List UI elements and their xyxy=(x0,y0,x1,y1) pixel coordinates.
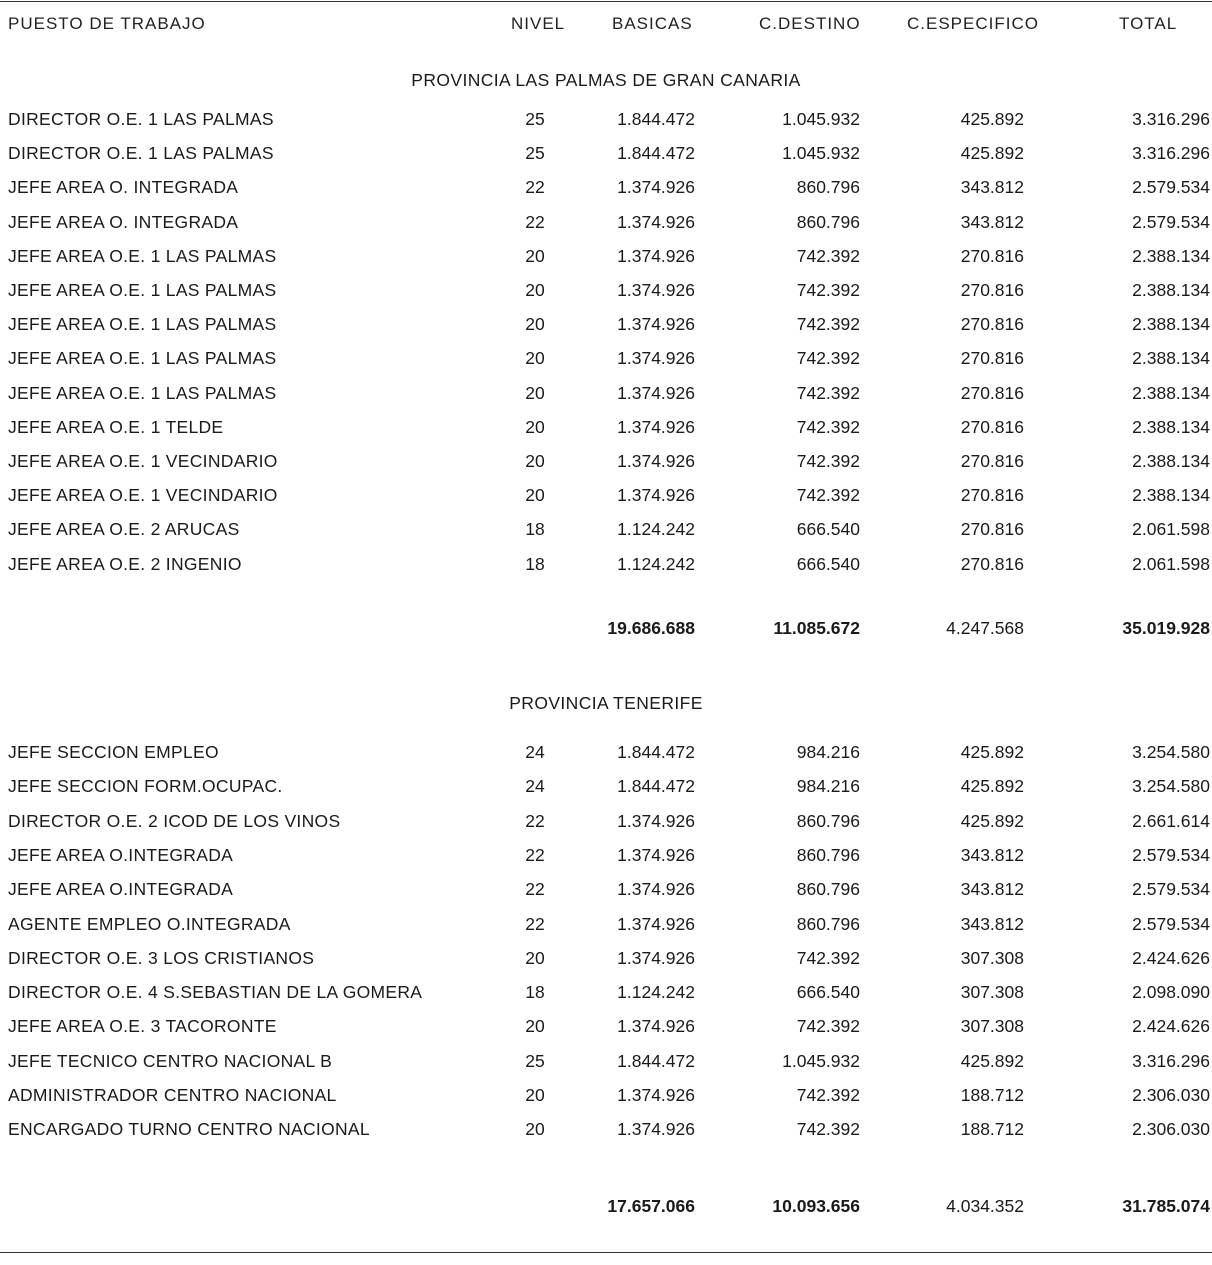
cell-especifico: 343.812 xyxy=(960,914,1024,934)
cell-puesto: ADMINISTRADOR CENTRO NACIONAL xyxy=(8,1085,337,1105)
cell-total: 2.388.134 xyxy=(1132,383,1210,403)
cell-total: 2.579.534 xyxy=(1132,177,1210,197)
cell-total: 2.388.134 xyxy=(1132,314,1210,334)
cell-puesto: JEFE AREA O.E. 1 TELDE xyxy=(8,417,224,437)
cell-destino: 984.216 xyxy=(796,776,860,796)
section-title-las-palmas: PROVINCIA LAS PALMAS DE GRAN CANARIA xyxy=(411,70,801,90)
cell-nivel: 24 xyxy=(525,776,545,796)
cell-especifico: 188.712 xyxy=(960,1085,1024,1105)
cell-puesto: JEFE AREA O.E. 2 ARUCAS xyxy=(8,519,240,539)
table-row xyxy=(0,742,1212,772)
total-basicas: 19.686.688 xyxy=(607,618,695,638)
cell-especifico: 307.308 xyxy=(960,948,1024,968)
table-row xyxy=(0,554,1212,584)
cell-especifico: 270.816 xyxy=(960,348,1024,368)
cell-especifico: 307.308 xyxy=(960,982,1024,1002)
cell-destino: 984.216 xyxy=(796,742,860,762)
cell-nivel: 20 xyxy=(525,383,545,403)
cell-basicas: 1.844.472 xyxy=(617,109,695,129)
cell-basicas: 1.844.472 xyxy=(617,742,695,762)
cell-total: 2.388.134 xyxy=(1132,246,1210,266)
cell-total: 2.098.090 xyxy=(1132,982,1210,1002)
cell-puesto: JEFE AREA O.E. 1 VECINDARIO xyxy=(8,451,278,471)
header-nivel: NIVEL xyxy=(511,14,566,33)
total-destino: 10.093.656 xyxy=(772,1196,860,1216)
cell-especifico: 307.308 xyxy=(960,1016,1024,1036)
cell-destino: 742.392 xyxy=(796,383,860,403)
header-puesto: PUESTO DE TRABAJO xyxy=(8,14,206,33)
cell-nivel: 20 xyxy=(525,451,545,471)
cell-destino: 666.540 xyxy=(796,519,860,539)
cell-basicas: 1.374.926 xyxy=(617,177,695,197)
cell-total: 3.254.580 xyxy=(1132,742,1210,762)
cell-nivel: 25 xyxy=(525,143,545,163)
header-especifico: C.ESPECIFICO xyxy=(907,14,1039,33)
cell-destino: 742.392 xyxy=(796,1016,860,1036)
cell-total: 2.061.598 xyxy=(1132,554,1210,574)
table-row xyxy=(0,1085,1212,1115)
cell-puesto: JEFE TECNICO CENTRO NACIONAL B xyxy=(8,1051,333,1071)
cell-destino: 860.796 xyxy=(796,879,860,899)
cell-total: 2.424.626 xyxy=(1132,1016,1210,1036)
cell-puesto: JEFE AREA O.E. 1 LAS PALMAS xyxy=(8,314,277,334)
cell-destino: 742.392 xyxy=(796,1119,860,1139)
cell-especifico: 270.816 xyxy=(960,554,1024,574)
cell-especifico: 270.816 xyxy=(960,485,1024,505)
cell-nivel: 20 xyxy=(525,417,545,437)
cell-total: 2.306.030 xyxy=(1132,1119,1210,1139)
cell-nivel: 20 xyxy=(525,948,545,968)
total-total: 35.019.928 xyxy=(1122,618,1210,638)
cell-total: 3.254.580 xyxy=(1132,776,1210,796)
cell-total: 2.579.534 xyxy=(1132,879,1210,899)
header-basicas: BASICAS xyxy=(612,14,693,33)
cell-nivel: 20 xyxy=(525,246,545,266)
cell-puesto: DIRECTOR O.E. 1 LAS PALMAS xyxy=(8,143,274,163)
cell-puesto: JEFE AREA O.INTEGRADA xyxy=(8,845,234,865)
cell-especifico: 343.812 xyxy=(960,212,1024,232)
cell-especifico: 270.816 xyxy=(960,451,1024,471)
cell-total: 3.316.296 xyxy=(1132,1051,1210,1071)
table-row xyxy=(0,1016,1212,1046)
cell-puesto: JEFE AREA O.E. 1 LAS PALMAS xyxy=(8,348,277,368)
cell-basicas: 1.374.926 xyxy=(617,383,695,403)
table-row xyxy=(0,383,1212,413)
cell-nivel: 22 xyxy=(525,212,545,232)
cell-destino: 666.540 xyxy=(796,982,860,1002)
table-row xyxy=(0,1051,1212,1081)
cell-total: 2.661.614 xyxy=(1132,811,1210,831)
cell-total: 3.316.296 xyxy=(1132,143,1210,163)
total-especifico: 4.247.568 xyxy=(946,618,1024,638)
cell-destino: 742.392 xyxy=(796,451,860,471)
cell-especifico: 270.816 xyxy=(960,383,1024,403)
cell-total: 2.061.598 xyxy=(1132,519,1210,539)
cell-especifico: 425.892 xyxy=(960,143,1024,163)
total-destino: 11.085.672 xyxy=(773,618,860,638)
cell-destino: 1.045.932 xyxy=(782,109,860,129)
cell-total: 2.388.134 xyxy=(1132,280,1210,300)
cell-puesto: DIRECTOR O.E. 4 S.SEBASTIAN DE LA GOMERA xyxy=(8,982,423,1002)
table-row xyxy=(0,914,1212,944)
cell-destino: 742.392 xyxy=(796,417,860,437)
bottom-rule xyxy=(0,1252,1212,1253)
cell-especifico: 270.816 xyxy=(960,417,1024,437)
cell-nivel: 18 xyxy=(525,982,545,1002)
cell-puesto: JEFE SECCION FORM.OCUPAC. xyxy=(8,776,283,796)
cell-especifico: 343.812 xyxy=(960,845,1024,865)
header-destino: C.DESTINO xyxy=(759,14,861,33)
cell-nivel: 20 xyxy=(525,1085,545,1105)
cell-nivel: 18 xyxy=(525,554,545,574)
top-rule xyxy=(0,1,1212,2)
table-row xyxy=(0,1119,1212,1149)
cell-nivel: 22 xyxy=(525,177,545,197)
total-total: 31.785.074 xyxy=(1122,1196,1210,1216)
cell-puesto: JEFE AREA O. INTEGRADA xyxy=(8,212,239,232)
cell-especifico: 343.812 xyxy=(960,879,1024,899)
table-row xyxy=(0,519,1212,549)
cell-basicas: 1.124.242 xyxy=(617,519,695,539)
cell-basicas: 1.844.472 xyxy=(617,1051,695,1071)
cell-basicas: 1.374.926 xyxy=(617,811,695,831)
cell-puesto: AGENTE EMPLEO O.INTEGRADA xyxy=(8,914,291,934)
cell-destino: 742.392 xyxy=(796,948,860,968)
table-row xyxy=(0,948,1212,978)
cell-especifico: 270.816 xyxy=(960,314,1024,334)
cell-nivel: 22 xyxy=(525,879,545,899)
table-row xyxy=(0,776,1212,806)
cell-destino: 742.392 xyxy=(796,485,860,505)
cell-basicas: 1.374.926 xyxy=(617,914,695,934)
cell-nivel: 20 xyxy=(525,1119,545,1139)
table-row xyxy=(0,246,1212,276)
cell-especifico: 425.892 xyxy=(960,811,1024,831)
cell-especifico: 343.812 xyxy=(960,177,1024,197)
cell-puesto: JEFE AREA O.INTEGRADA xyxy=(8,879,234,899)
cell-total: 2.388.134 xyxy=(1132,417,1210,437)
cell-total: 2.579.534 xyxy=(1132,914,1210,934)
cell-total: 2.579.534 xyxy=(1132,212,1210,232)
cell-basicas: 1.374.926 xyxy=(617,348,695,368)
table-row xyxy=(0,280,1212,310)
cell-nivel: 20 xyxy=(525,314,545,334)
cell-total: 3.316.296 xyxy=(1132,109,1210,129)
cell-basicas: 1.374.926 xyxy=(617,879,695,899)
cell-destino: 860.796 xyxy=(796,845,860,865)
cell-basicas: 1.374.926 xyxy=(617,948,695,968)
cell-nivel: 20 xyxy=(525,485,545,505)
cell-puesto: JEFE AREA O.E. 1 LAS PALMAS xyxy=(8,246,277,266)
cell-nivel: 20 xyxy=(525,1016,545,1036)
cell-basicas: 1.124.242 xyxy=(617,982,695,1002)
cell-puesto: JEFE AREA O. INTEGRADA xyxy=(8,177,239,197)
cell-puesto: DIRECTOR O.E. 1 LAS PALMAS xyxy=(8,109,274,129)
cell-basicas: 1.374.926 xyxy=(617,1119,695,1139)
table-row xyxy=(0,982,1212,1012)
cell-especifico: 425.892 xyxy=(960,109,1024,129)
cell-especifico: 425.892 xyxy=(960,742,1024,762)
total-row-tenerife xyxy=(0,1196,1212,1226)
cell-basicas: 1.374.926 xyxy=(617,212,695,232)
cell-destino: 742.392 xyxy=(796,246,860,266)
cell-basicas: 1.374.926 xyxy=(617,280,695,300)
cell-nivel: 24 xyxy=(525,742,545,762)
cell-total: 2.388.134 xyxy=(1132,485,1210,505)
table-row xyxy=(0,879,1212,909)
cell-basicas: 1.374.926 xyxy=(617,845,695,865)
cell-basicas: 1.844.472 xyxy=(617,143,695,163)
cell-total: 2.579.534 xyxy=(1132,845,1210,865)
cell-nivel: 22 xyxy=(525,845,545,865)
cell-basicas: 1.374.926 xyxy=(617,485,695,505)
cell-nivel: 20 xyxy=(525,348,545,368)
total-especifico: 4.034.352 xyxy=(946,1196,1024,1216)
section-title-tenerife: PROVINCIA TENERIFE xyxy=(509,693,703,713)
cell-puesto: ENCARGADO TURNO CENTRO NACIONAL xyxy=(8,1119,370,1139)
cell-basicas: 1.374.926 xyxy=(617,246,695,266)
table-row xyxy=(0,177,1212,207)
table-row xyxy=(0,348,1212,378)
cell-total: 2.388.134 xyxy=(1132,451,1210,471)
cell-destino: 1.045.932 xyxy=(782,143,860,163)
cell-basicas: 1.374.926 xyxy=(617,314,695,334)
cell-nivel: 20 xyxy=(525,280,545,300)
cell-nivel: 22 xyxy=(525,914,545,934)
cell-destino: 860.796 xyxy=(796,811,860,831)
cell-basicas: 1.844.472 xyxy=(617,776,695,796)
header-total: TOTAL xyxy=(1119,14,1178,33)
table-row xyxy=(0,811,1212,841)
cell-especifico: 270.816 xyxy=(960,519,1024,539)
cell-basicas: 1.124.242 xyxy=(617,554,695,574)
cell-basicas: 1.374.926 xyxy=(617,1085,695,1105)
cell-especifico: 270.816 xyxy=(960,280,1024,300)
table-row xyxy=(0,143,1212,173)
cell-destino: 742.392 xyxy=(796,348,860,368)
cell-total: 2.306.030 xyxy=(1132,1085,1210,1105)
cell-destino: 860.796 xyxy=(796,177,860,197)
cell-destino: 860.796 xyxy=(796,914,860,934)
cell-nivel: 22 xyxy=(525,811,545,831)
cell-destino: 742.392 xyxy=(796,314,860,334)
cell-especifico: 270.816 xyxy=(960,246,1024,266)
cell-puesto: JEFE AREA O.E. 1 LAS PALMAS xyxy=(8,383,277,403)
table-row xyxy=(0,485,1212,515)
total-basicas: 17.657.066 xyxy=(607,1196,695,1216)
cell-puesto: JEFE AREA O.E. 2 INGENIO xyxy=(8,554,242,574)
cell-total: 2.388.134 xyxy=(1132,348,1210,368)
table-row xyxy=(0,845,1212,875)
cell-basicas: 1.374.926 xyxy=(617,451,695,471)
cell-total: 2.424.626 xyxy=(1132,948,1210,968)
cell-puesto: JEFE AREA O.E. 3 TACORONTE xyxy=(8,1016,277,1036)
cell-destino: 860.796 xyxy=(796,212,860,232)
table-row xyxy=(0,109,1212,139)
cell-basicas: 1.374.926 xyxy=(617,417,695,437)
cell-especifico: 188.712 xyxy=(960,1119,1024,1139)
cell-nivel: 25 xyxy=(525,1051,545,1071)
cell-puesto: DIRECTOR O.E. 3 LOS CRISTIANOS xyxy=(8,948,315,968)
table-row xyxy=(0,451,1212,481)
cell-nivel: 25 xyxy=(525,109,545,129)
table-row xyxy=(0,417,1212,447)
cell-puesto: JEFE SECCION EMPLEO xyxy=(8,742,219,762)
cell-puesto: DIRECTOR O.E. 2 ICOD DE LOS VINOS xyxy=(8,811,341,831)
table-row xyxy=(0,212,1212,242)
cell-destino: 742.392 xyxy=(796,280,860,300)
cell-nivel: 18 xyxy=(525,519,545,539)
cell-basicas: 1.374.926 xyxy=(617,1016,695,1036)
table-row xyxy=(0,314,1212,344)
cell-destino: 1.045.932 xyxy=(782,1051,860,1071)
cell-especifico: 425.892 xyxy=(960,776,1024,796)
cell-puesto: JEFE AREA O.E. 1 LAS PALMAS xyxy=(8,280,277,300)
cell-destino: 742.392 xyxy=(796,1085,860,1105)
total-row-las-palmas xyxy=(0,618,1212,648)
cell-especifico: 425.892 xyxy=(960,1051,1024,1071)
cell-puesto: JEFE AREA O.E. 1 VECINDARIO xyxy=(8,485,278,505)
cell-destino: 666.540 xyxy=(796,554,860,574)
